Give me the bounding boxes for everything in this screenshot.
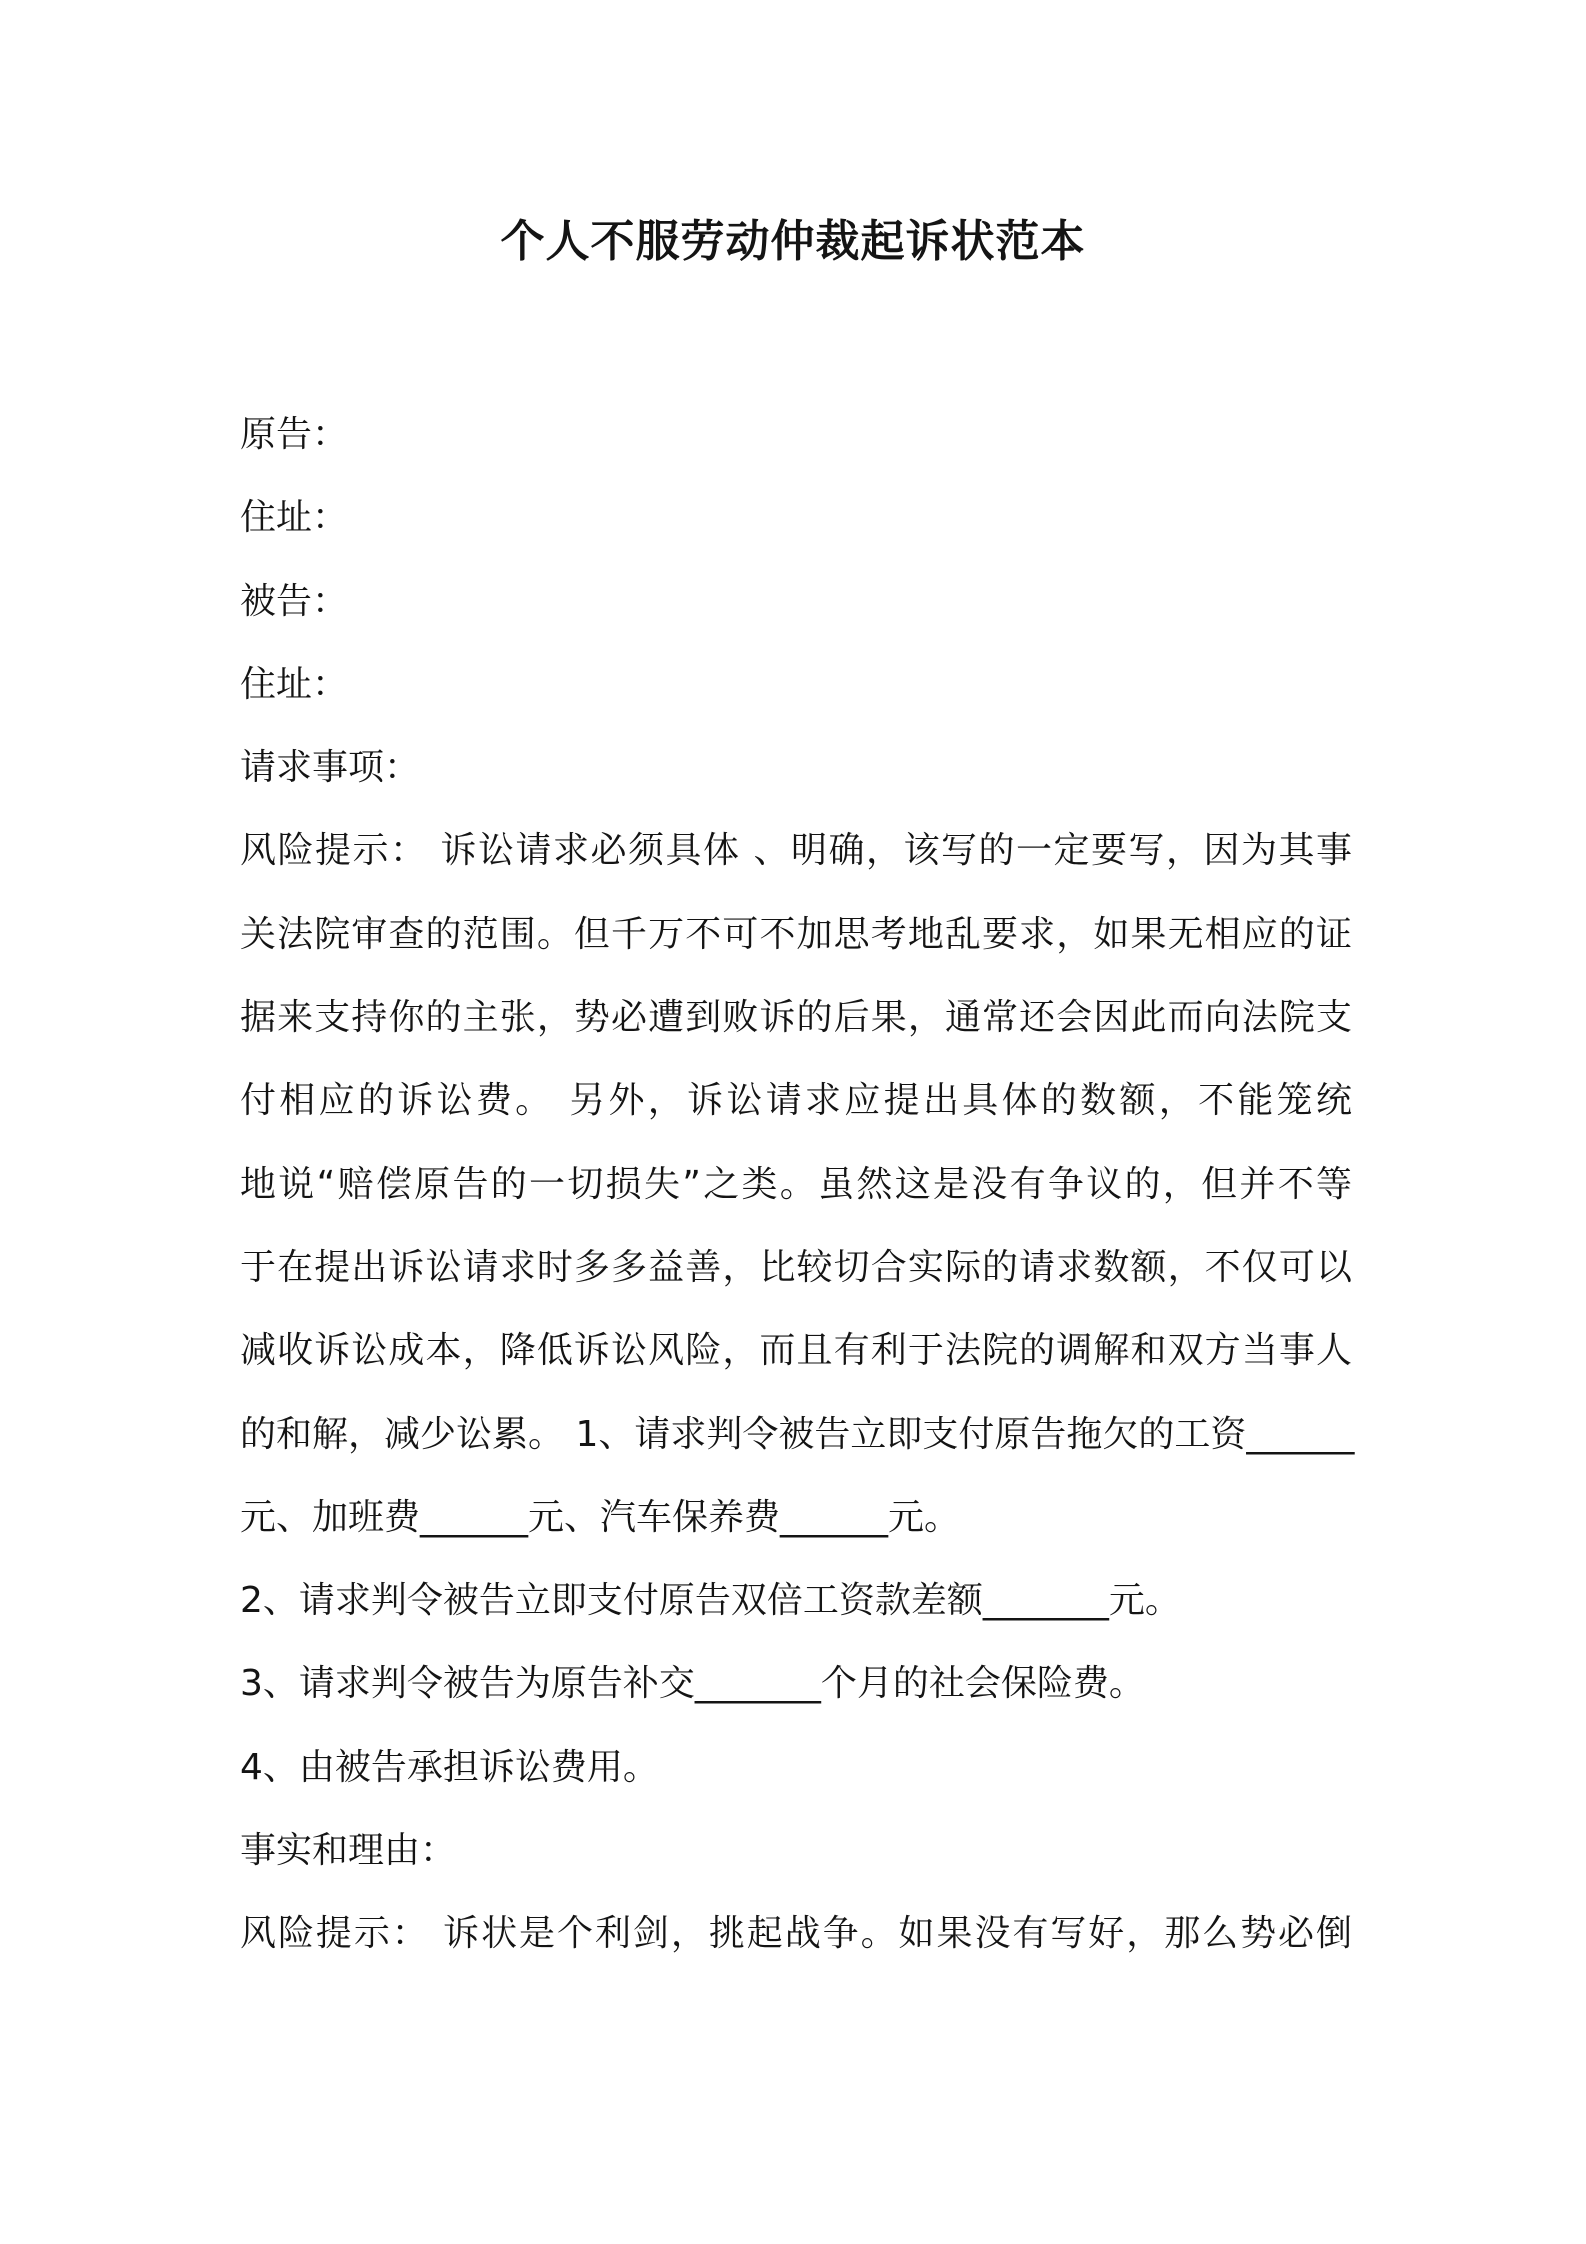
risk-note-line: 地说“赔偿原告的一切损失”之类。虽然这是没有争议的，但并不等 (240, 1163, 1352, 1205)
facts-risk-note-line: 风险提示： 诉状是个利剑，挑起战争。如果没有写好，那么势必倒 (240, 1913, 1352, 1955)
document-title: 个人不服劳动仲裁起诉状范本 (500, 216, 1086, 267)
risk-note-line: 减收诉讼成本，降低诉讼风险，而且有利于法院的调解和双方当事人 (240, 1330, 1352, 1372)
claim-item-4: 4、由被告承担诉讼费用。 (240, 1746, 659, 1788)
defendant-address-label: 住址： (240, 663, 349, 705)
risk-note-line: 付相应的诉讼费。 另外，诉讼请求应提出具体的数额，不能笼统 (240, 1080, 1352, 1122)
risk-note-line: 关法院审查的范围。但千万不可不加思考地乱要求，如果无相应的证 (240, 913, 1352, 955)
claim-item-3: 3、请求判令被告为原告补交_______个月的社会保险费。 (240, 1663, 1145, 1705)
plaintiff-label: 原告： (240, 414, 349, 455)
plaintiff-address-label: 住址： (240, 497, 349, 539)
defendant-label: 被告： (240, 580, 349, 622)
document-body (240, 405, 1355, 1988)
risk-note-line: 据来支持你的主张，势必遭到败诉的后果，通常还会因此而向法院支 (240, 997, 1352, 1039)
facts-heading: 事实和理由： (240, 1830, 457, 1872)
claims-heading: 请求事项： (240, 747, 421, 789)
risk-note-line: 风险提示： 诉讼请求必须具体 、明确，该写的一定要写，因为其事 (240, 830, 1352, 872)
claim-item-1-line: 的和解，减少讼累。 1、请求判令被告立即支付原告拖欠的工资______ (240, 1413, 1355, 1455)
claim-item-2: 2、请求判令被告立即支付原告双倍工资款差额_______元。 (240, 1580, 1181, 1622)
claim-item-1-line: 元、加班费______元、汽车保养费______元。 (240, 1496, 961, 1538)
risk-note-line: 于在提出诉讼请求时多多益善，比较切合实际的请求数额，不仅可以 (240, 1246, 1352, 1288)
